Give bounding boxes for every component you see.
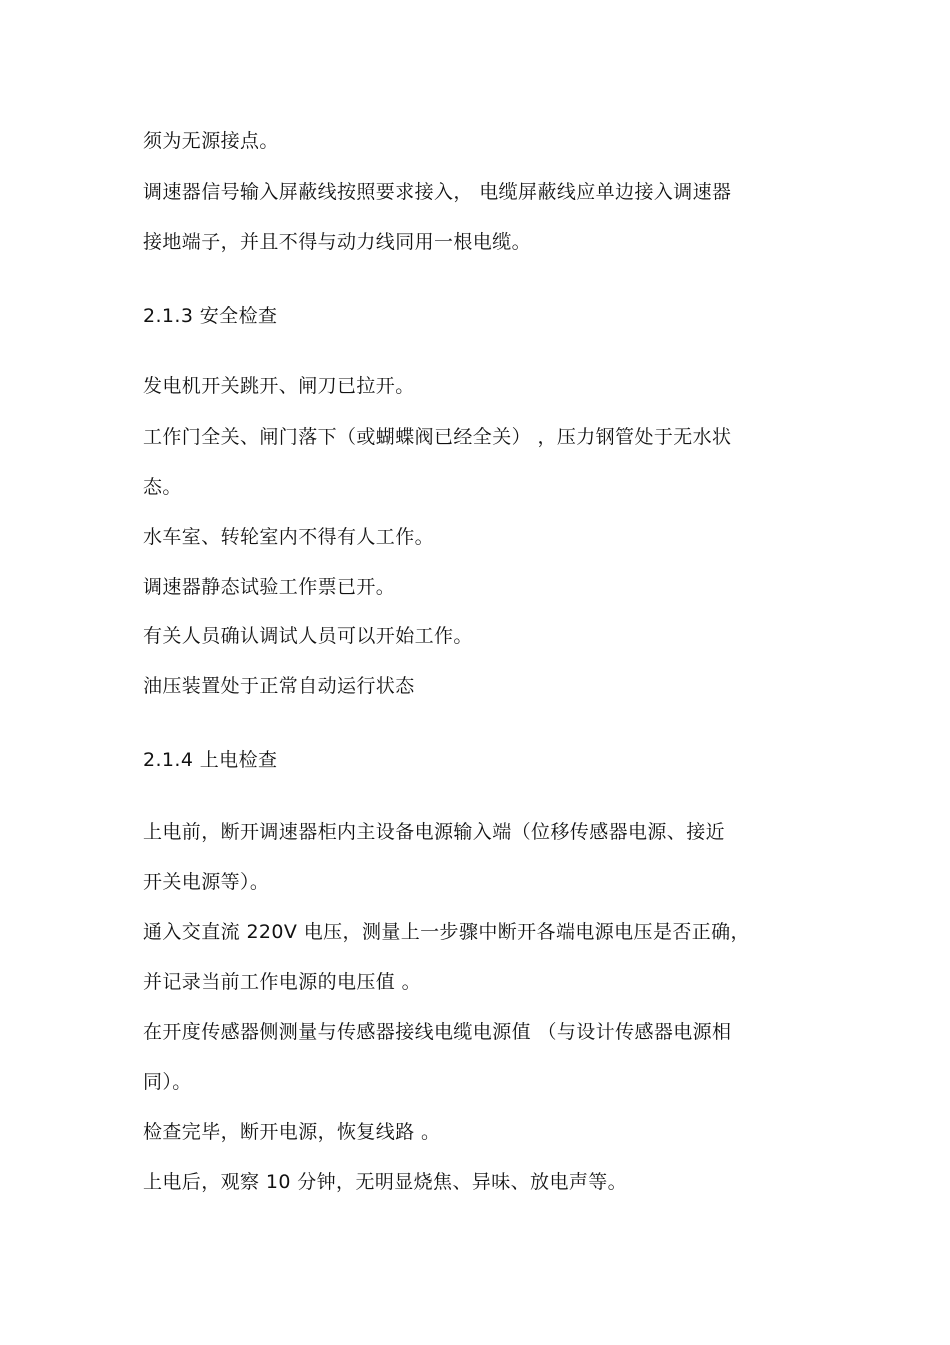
paragraph-line-6: 工作门全关、闸门落下（或蝴蝶阀已经全关） ，压力钢管处于无水状: [143, 426, 732, 448]
paragraph-line-13: 上电前，断开调速器柜内主设备电源输入端（位移传感器电源、接近: [143, 821, 726, 843]
paragraph-line-10: 有关人员确认调试人员可以开始工作。: [143, 625, 473, 647]
paragraph-line-19: 检查完毕，断开电源，恢复线路 。: [143, 1121, 441, 1143]
paragraph-line-2: 调速器信号输入屏蔽线按照要求接入， 电缆屏蔽线应单边接入调速器: [143, 181, 732, 203]
paragraph-line-3: 接地端子，并且不得与动力线同用一根电缆。: [143, 231, 532, 253]
paragraph-line-9: 调速器静态试验工作票已开。: [143, 576, 396, 598]
section-heading-2-1-3: 2.1.3 安全检查: [143, 305, 278, 327]
section-heading-2-1-4: 2.1.4 上电检查: [143, 749, 278, 771]
paragraph-line-15: 通入交直流 220V 电压，测量上一步骤中断开各端电源电压是否正确，: [143, 921, 750, 943]
paragraph-line-16: 并记录当前工作电源的电压值 。: [143, 971, 422, 993]
paragraph-line-11: 油压装置处于正常自动运行状态: [143, 675, 415, 697]
paragraph-line-8: 水车室、转轮室内不得有人工作。: [143, 526, 435, 548]
paragraph-line-1: 须为无源接点。: [143, 130, 279, 152]
paragraph-line-7: 态。: [143, 476, 182, 498]
paragraph-line-14: 开关电源等）。: [143, 871, 270, 893]
paragraph-line-20: 上电后，观察 10 分钟，无明显烧焦、异味、放电声等。: [143, 1171, 628, 1193]
paragraph-line-18: 同）。: [143, 1071, 192, 1093]
paragraph-line-5: 发电机开关跳开、闸刀已拉开。: [143, 375, 415, 397]
paragraph-line-17: 在开度传感器侧测量与传感器接线电缆电源值 （与设计传感器电源相: [143, 1021, 732, 1043]
